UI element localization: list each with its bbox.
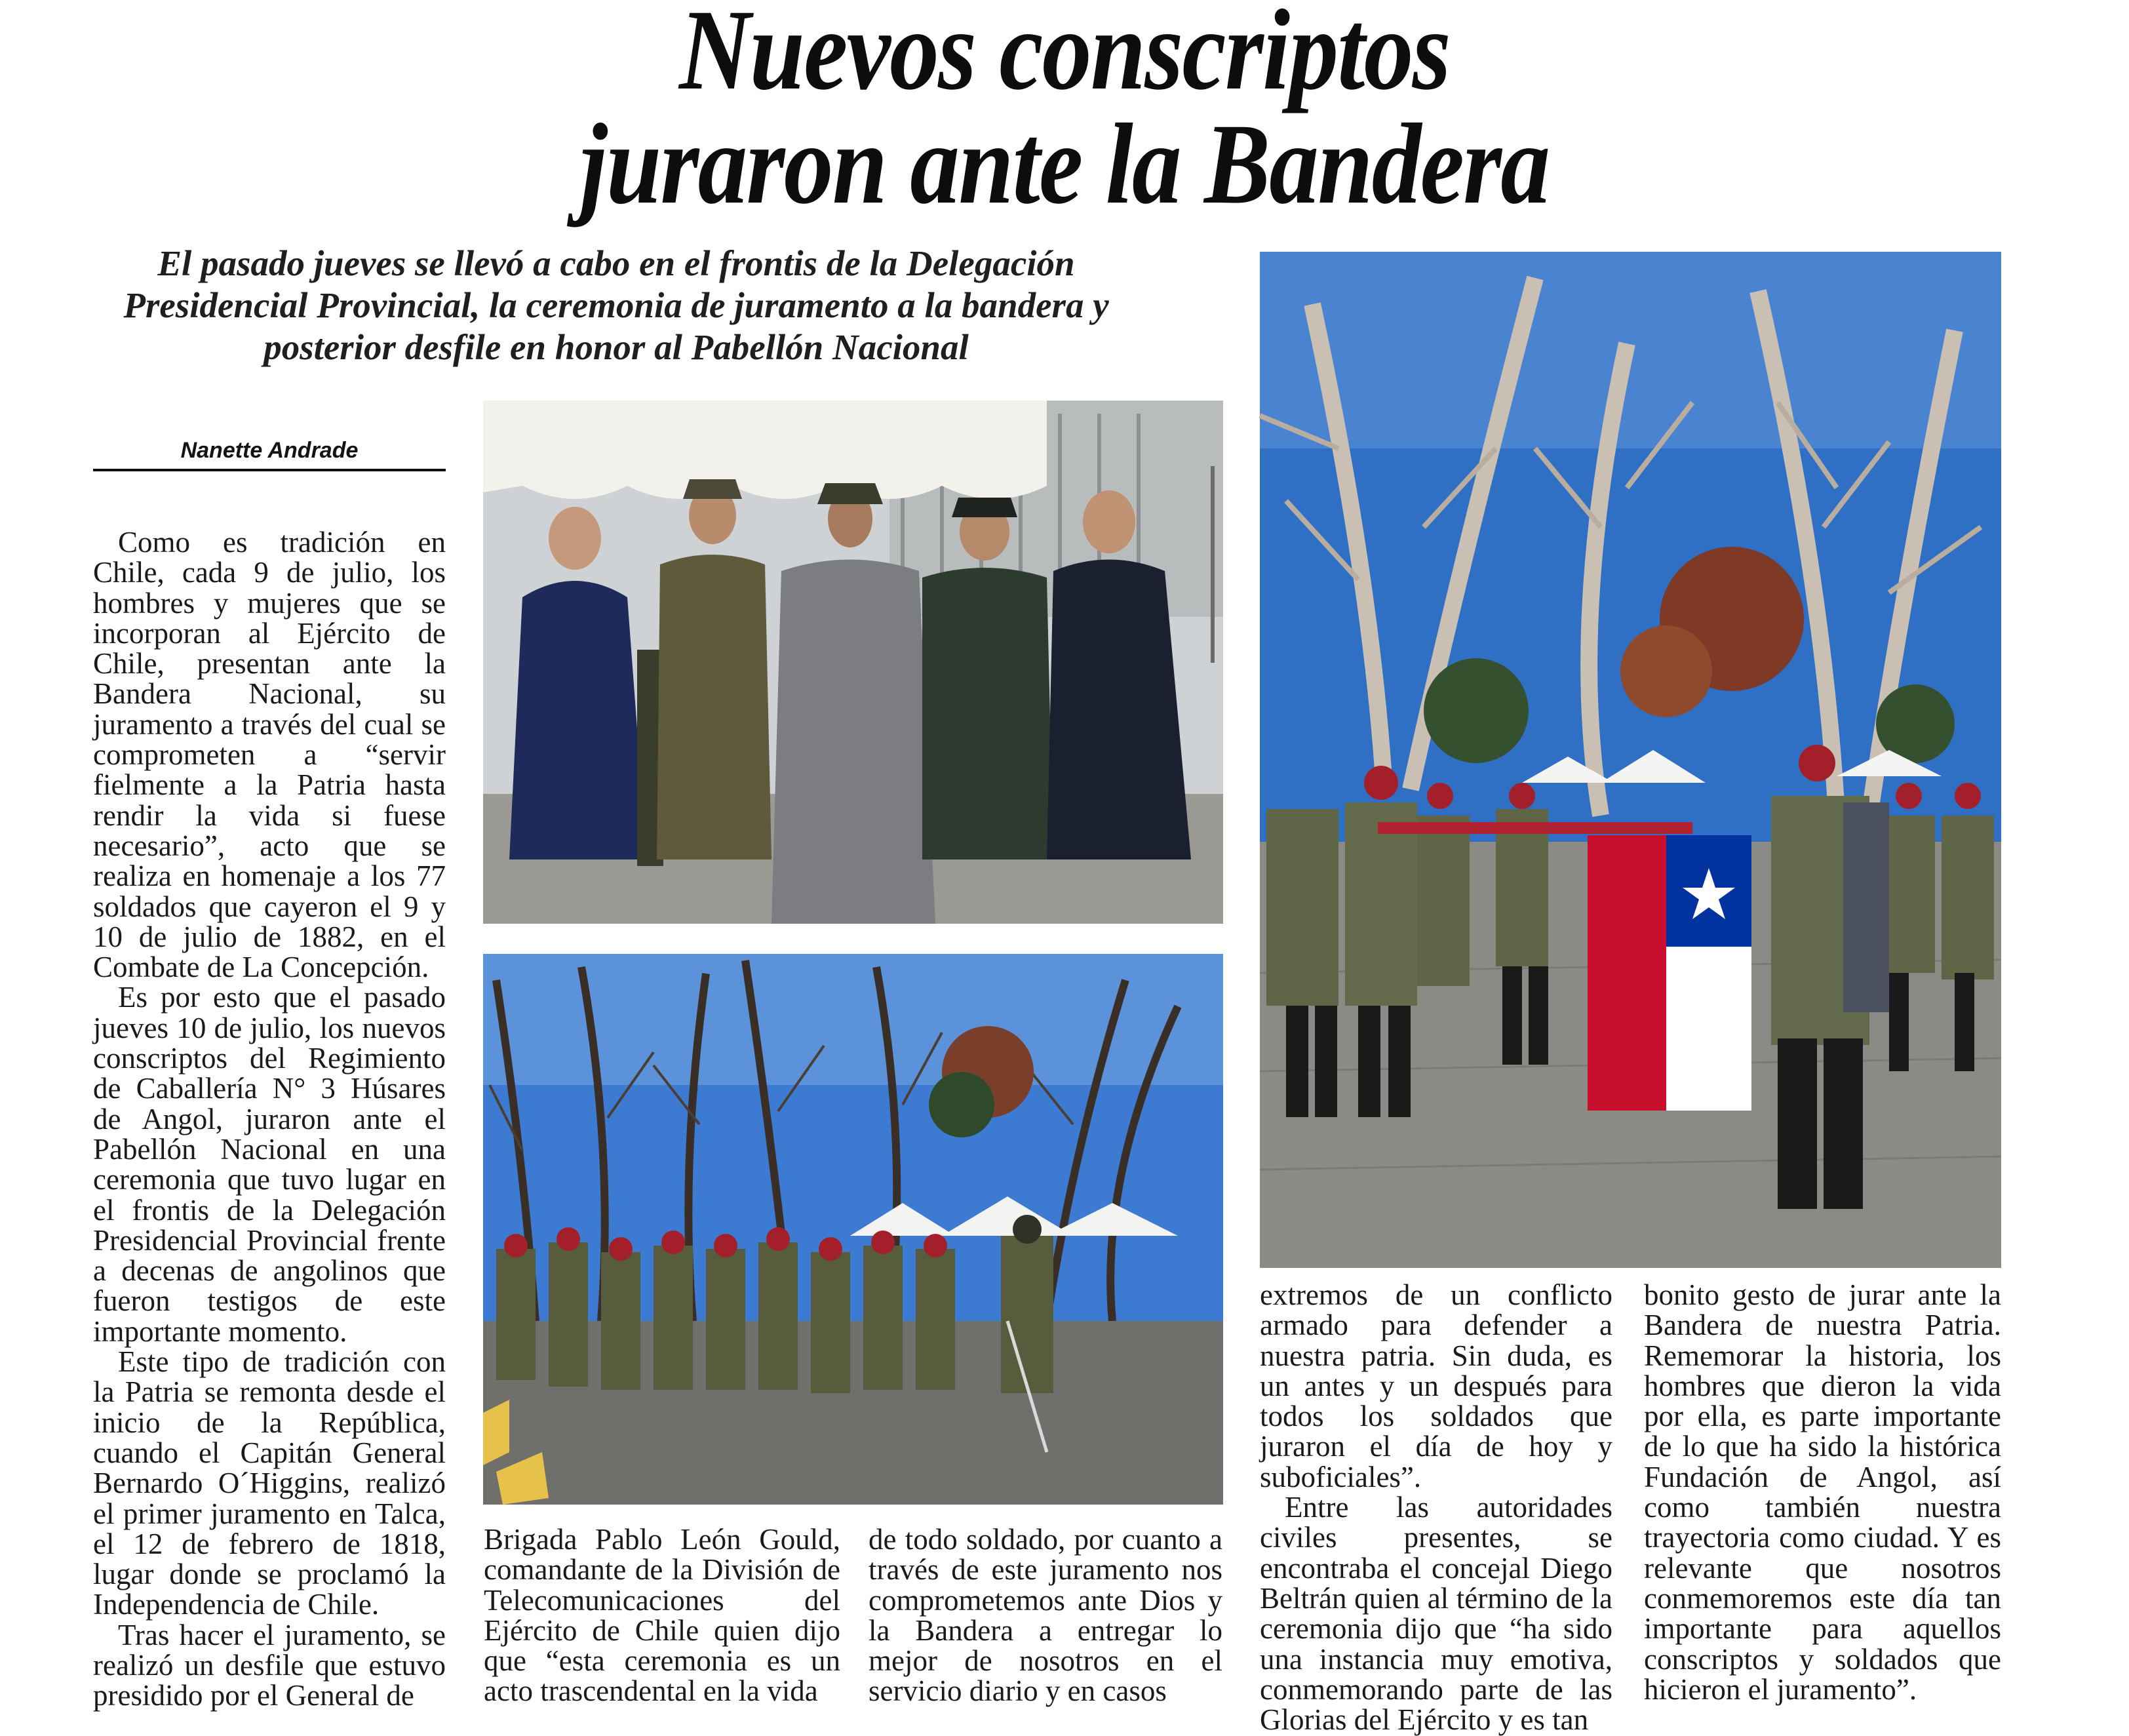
paragraph: extremos de un conflicto armado para defender a nuestra patria. Sin duda, es un antes y un después para todos los soldados que juraron el día de hoy y suboficiales”. [1260,1278,1612,1493]
article-column-3 [869,1524,1222,1708]
headline-line-2: juraron ante la Bandera [579,100,1550,228]
photo-flag-oath [1260,252,2001,1268]
paragraph: bonito gesto de jurar ante la Bandera de nuestra Patria. Rememorar la historia, los hombres que dieron la vida por ella, es parte importante de lo que ha sido la histórica Fundación de Angol, así como también nuestra trayectoria como ciudad. Y es relevante que nosotros conmemoremos este día tan importante para aquellos conscriptos y soldados que hicieron el juramento”. [1644,1278,2001,1706]
headline [149,0,1980,228]
paragraph: Tras hacer el juramento, se realizó un desfile que estuvo presidido por el General de [93,1618,446,1712]
paragraph: Es por esto que el pasado jueves 10 de julio, los nuevos conscriptos del Regimiento de Caballería N° 3 Húsares de Angol, juraron ante el Pabellón Nacional en una ceremonia que tuvo lugar en el frontis de la Delegación Presidencial Provincial frente a decenas de angolinos que fueron testigos de este importante momento. [93,981,446,1348]
headline-line-1: Nuevos conscriptos [679,0,1450,114]
paragraph: de todo soldado, por cuanto a través de este juramento nos comprometemos ante Dios y la Bandera a entregar lo mejor de nosotros en el servicio diario y en casos [869,1523,1222,1708]
article-column-5 [1644,1280,2001,1708]
article-column-2 [484,1524,840,1708]
article-column-4 [1260,1278,1612,1736]
article-column-1 [93,526,446,1712]
paragraph: Brigada Pablo León Gould, comandante de la División de Telecomunicaciones del Ejército de Chile quien dijo que “esta ceremonia es un acto trascendental en la vida [484,1523,840,1708]
paragraph: Este tipo de tradición con la Patria se remonta desde el inicio de la República, cuando el Capitán General Bernardo O´Higgins, realizó el primer juramento en Talca, el 12 de febrero de 1818, lugar donde se proclamó la Independencia de Chile. [93,1345,446,1621]
paragraph: Como es tradición en Chile, cada 9 de julio, los hombres y mujeres que se incorporan al Ejército de Chile, presentan ante la Bandera Nacional, su juramento a través del cual se comprometen a “servir fielmente a la Patria hasta rendir la vida si fuese necesario”, acto que se realiza en homenaje a los 77 soldados que cayeron el 9 y 10 de julio de 1882, en el Combate de La Concepción. [93,526,446,984]
byline: Nanette Andrade [93,438,446,471]
deck-subheadline: El pasado jueves se llevó a cabo en el frontis de la Delegación Presidencial Provincial, la ceremonia de juramento a la bandera y posterior desfile en honor al Pabellón Nacional [123,243,1109,367]
photo-parade-march [483,954,1223,1505]
photo-officials-group [483,401,1223,924]
paragraph: Entre las autoridades civiles presentes, se encontraba el concejal Diego Beltrán quien al término de la ceremonia dijo que “ha sido una instancia muy emotiva, conmemorando parte de las Glorias del Ejército y es tan [1260,1491,1612,1736]
